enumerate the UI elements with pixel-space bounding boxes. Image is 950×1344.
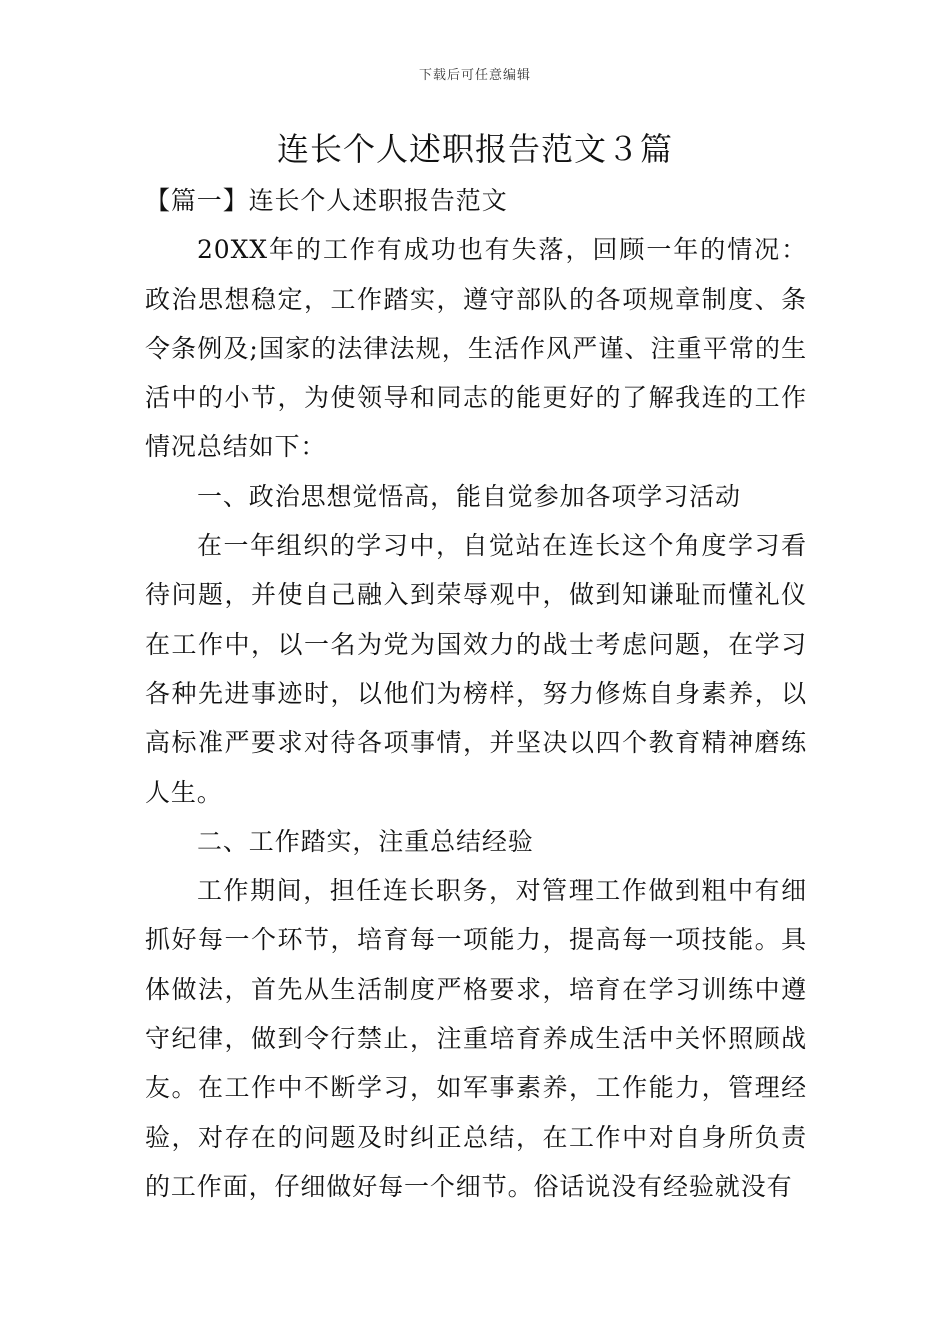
section-label: 【篇一】连长个人述职报告范文 (145, 186, 508, 215)
body-paragraph-1: 在一年组织的学习中，自觉站在连长这个角度学习看待问题，并使自己融入到荣辱观中，做到知谦耻而懂礼仪在工作中，以一名为党为国效力的战士考虑问题，在学习各种先进事迹时，以他们为榜样，努力修炼自身素养，以高标准严要求对待各项事情，并坚决以四个教育精神磨练人生。 (145, 531, 807, 807)
section-heading-1: 一、政治思想觉悟高，能自觉参加各项学习活动 (197, 481, 741, 511)
body-paragraph-2: 工作期间，担任连长职务，对管理工作做到粗中有细抓好每一个环节，培育每一项能力，提高每一项技能。具体做法，首先从生活制度严格要求，培育在学习训练中遵守纪律，做到令行禁止，注重培育养成生活中关怀照顾战友。在工作中不断学习，如军事素养，工作能力，管理经验，对存在的问题及时纠正总结，在工作中对自身所负责的工作面，仔细做好每一个细节。俗话说没有经验就没有 (145, 876, 807, 1201)
document-body (145, 176, 807, 1211)
section-heading-2: 二、工作踏实，注重总结经验 (197, 826, 534, 856)
header-note: 下载后可任意编辑 (418, 68, 531, 83)
document-title: 连长个人述职报告范文３篇 (276, 130, 673, 168)
intro-paragraph: 20XX年的工作有成功也有失落，回顾一年的情况：政治思想稳定，工作踏实，遵守部队的各项规章制度、条令条例及;国家的法律法规，生活作风严谨、注重平常的生活中的小节，为使领导和同志的能更好的了解我连的工作情况总结如下： (145, 235, 807, 462)
